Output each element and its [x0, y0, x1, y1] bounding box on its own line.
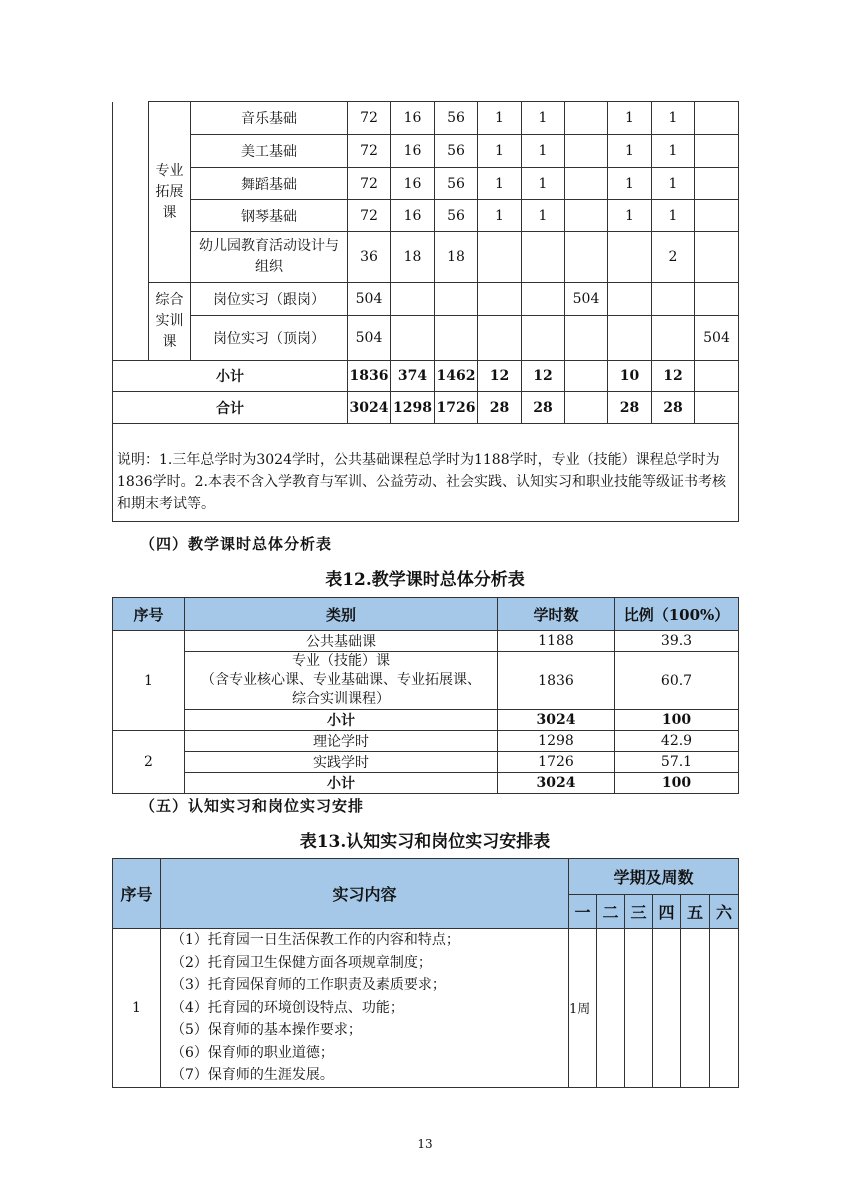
- spacer-cell: [113, 424, 739, 444]
- value-cell: 28: [522, 392, 565, 424]
- table12-hours-analysis: [112, 597, 739, 794]
- term-3-weeks: [625, 929, 653, 1088]
- subtotal-hours: 3024: [498, 773, 615, 794]
- value-cell: 1: [478, 135, 522, 168]
- value-cell: 18: [391, 232, 435, 283]
- value-cell: 504: [695, 316, 739, 361]
- value-cell: [695, 283, 739, 316]
- value-cell: 1: [522, 200, 565, 232]
- value-cell: 72: [348, 168, 391, 200]
- group1-no: 1: [113, 631, 185, 731]
- value-cell: 56: [435, 102, 478, 135]
- term-1-weeks: 1周: [569, 929, 597, 1088]
- note-row: [113, 444, 739, 522]
- subtotal-hours: 3024: [498, 710, 615, 731]
- value-cell: [391, 283, 435, 316]
- table-note: 说明：1.三年总学时为3024学时，公共基础课程总学时为1188学时，专业（技能）课程总学时为1836学时。2.本表不含入学教育与军训、公益劳动、社会实践、认知实习和职业技能等级证书考核和期末考试等。: [113, 444, 739, 522]
- expansion-category-label: 专业 拓展 课: [149, 102, 191, 283]
- value-cell: [565, 102, 608, 135]
- value-cell: 16: [391, 135, 435, 168]
- value-cell: [565, 135, 608, 168]
- value-cell: [522, 316, 565, 361]
- header-content: 实习内容: [161, 859, 569, 929]
- section-heading-5: （五）认知实习和岗位实习安排: [140, 797, 365, 815]
- value-cell: [695, 200, 739, 232]
- value-cell: 504: [348, 283, 391, 316]
- value-cell: 36: [348, 232, 391, 283]
- value-cell: [522, 283, 565, 316]
- term-6: 六: [710, 895, 739, 929]
- value-cell: [565, 168, 608, 200]
- value-cell: 1726: [435, 392, 478, 424]
- subtotal-label: 小计: [113, 361, 348, 392]
- table12-caption: 表12.教学课时总体分析表: [325, 570, 525, 590]
- value-cell: [608, 232, 652, 283]
- value-cell: 12: [652, 361, 695, 392]
- value-cell: 16: [391, 102, 435, 135]
- subtotal-ratio: 100: [615, 710, 739, 731]
- header-no: 序号: [113, 859, 161, 929]
- table13-caption: 表13.认知实习和岗位实习安排表: [299, 832, 551, 852]
- subtotal-label: 小计: [185, 710, 498, 731]
- term-4: 四: [653, 895, 681, 929]
- value-cell: 1836: [348, 361, 391, 392]
- value-cell: [565, 200, 608, 232]
- value-cell: 1: [608, 102, 652, 135]
- value-cell: 56: [435, 168, 478, 200]
- category-cell: 实践学时: [185, 752, 498, 773]
- value-cell: [478, 316, 522, 361]
- table-row: [113, 200, 739, 232]
- ratio-cell: 57.1: [615, 752, 739, 773]
- term-2-weeks: [597, 929, 625, 1088]
- value-cell: 16: [391, 200, 435, 232]
- value-cell: 16: [391, 168, 435, 200]
- value-cell: [695, 392, 739, 424]
- value-cell: [435, 316, 478, 361]
- value-cell: 1298: [391, 392, 435, 424]
- value-cell: 1: [652, 102, 695, 135]
- course-name: 舞蹈基础: [191, 168, 348, 200]
- spacer-row: [113, 424, 739, 444]
- subtotal-row: [113, 361, 739, 392]
- value-cell: [478, 283, 522, 316]
- value-cell: 1: [478, 200, 522, 232]
- value-cell: [695, 168, 739, 200]
- header-hours: 学时数: [498, 598, 615, 631]
- header-category: 类别: [185, 598, 498, 631]
- value-cell: 1: [522, 168, 565, 200]
- value-cell: 72: [348, 135, 391, 168]
- table-row: [113, 232, 739, 283]
- table-row: [113, 316, 739, 361]
- hours-cell: 1836: [498, 652, 615, 710]
- term-5: 五: [681, 895, 710, 929]
- value-cell: 1: [652, 135, 695, 168]
- hours-cell: 1188: [498, 631, 615, 652]
- value-cell: [695, 361, 739, 392]
- value-cell: 28: [478, 392, 522, 424]
- course-name: 音乐基础: [191, 102, 348, 135]
- practice-category-label: 综合 实训 课: [149, 283, 191, 361]
- table-row: [113, 283, 739, 316]
- value-cell: 12: [522, 361, 565, 392]
- table13-internship-schedule: [112, 858, 739, 1088]
- value-cell: 374: [391, 361, 435, 392]
- value-cell: 1: [478, 168, 522, 200]
- value-cell: 1: [522, 102, 565, 135]
- section-heading-4: （四）教学课时总体分析表: [140, 535, 333, 553]
- term-1: 一: [569, 895, 597, 929]
- value-cell: 1: [608, 168, 652, 200]
- course-name: 幼儿园教育活动设计与组织: [191, 232, 348, 283]
- value-cell: 1: [608, 135, 652, 168]
- value-cell: 28: [652, 392, 695, 424]
- value-cell: [652, 283, 695, 316]
- value-cell: 1: [652, 168, 695, 200]
- value-cell: [478, 232, 522, 283]
- value-cell: 1: [652, 200, 695, 232]
- value-cell: [608, 316, 652, 361]
- value-cell: 3024: [348, 392, 391, 424]
- category-cell: 专业（技能）课 （含专业核心课、专业基础课、专业拓展课、 综合实训课程）: [185, 652, 498, 710]
- course-name: 岗位实习（顶岗）: [191, 316, 348, 361]
- value-cell: 10: [608, 361, 652, 392]
- value-cell: 56: [435, 135, 478, 168]
- value-cell: [695, 102, 739, 135]
- value-cell: [652, 316, 695, 361]
- term-6-weeks: [710, 929, 739, 1088]
- header-ratio: 比例（100%）: [615, 598, 739, 631]
- table-row: [113, 135, 739, 168]
- value-cell: 72: [348, 102, 391, 135]
- subtotal-ratio: 100: [615, 773, 739, 794]
- value-cell: 2: [652, 232, 695, 283]
- term-4-weeks: [653, 929, 681, 1088]
- value-cell: [565, 232, 608, 283]
- value-cell: 1: [522, 135, 565, 168]
- term-2: 二: [597, 895, 625, 929]
- term-5-weeks: [681, 929, 710, 1088]
- value-cell: 18: [435, 232, 478, 283]
- value-cell: [695, 135, 739, 168]
- value-cell: 72: [348, 200, 391, 232]
- value-cell: 12: [478, 361, 522, 392]
- table-row: [113, 102, 739, 135]
- group2-no: 2: [113, 731, 185, 794]
- ratio-cell: 39.3: [615, 631, 739, 652]
- ratio-cell: 60.7: [615, 652, 739, 710]
- internship-contents: （1）托育园一日生活保教工作的内容和特点； （2）托育园卫生保健方面各项规章制度； （3）托育园保育师的工作职责及素质要求； （4）托育园的环境创设特点、功能； （5）保育师的基本操作要求； （6）保育师的职业道德； （7）保育师的生涯发展。: [161, 929, 569, 1088]
- page-number: 13: [417, 1137, 433, 1151]
- value-cell: [435, 283, 478, 316]
- hours-cell: 1726: [498, 752, 615, 773]
- value-cell: 504: [348, 316, 391, 361]
- value-cell: [608, 283, 652, 316]
- total-label: 合计: [113, 392, 348, 424]
- hours-cell: 1298: [498, 731, 615, 752]
- value-cell: 56: [435, 200, 478, 232]
- table-row: [113, 168, 739, 200]
- value-cell: [565, 316, 608, 361]
- value-cell: [565, 392, 608, 424]
- header-term-weeks: 学期及周数: [569, 859, 739, 895]
- value-cell: 28: [608, 392, 652, 424]
- value-cell: 1: [478, 102, 522, 135]
- category-cell: 理论学时: [185, 731, 498, 752]
- outer-category-cell: [113, 102, 149, 361]
- total-row: [113, 392, 739, 424]
- value-cell: [391, 316, 435, 361]
- course-hours-table: [112, 101, 739, 522]
- ratio-cell: 42.9: [615, 731, 739, 752]
- value-cell: 504: [565, 283, 608, 316]
- value-cell: [565, 361, 608, 392]
- value-cell: 1462: [435, 361, 478, 392]
- value-cell: [522, 232, 565, 283]
- header-no: 序号: [113, 598, 185, 631]
- course-name: 美工基础: [191, 135, 348, 168]
- row-no: 1: [113, 929, 161, 1088]
- subtotal-label: 小计: [185, 773, 498, 794]
- category-cell: 公共基础课: [185, 631, 498, 652]
- value-cell: 1: [608, 200, 652, 232]
- course-name: 钢琴基础: [191, 200, 348, 232]
- value-cell: [695, 232, 739, 283]
- term-3: 三: [625, 895, 653, 929]
- course-name: 岗位实习（跟岗）: [191, 283, 348, 316]
